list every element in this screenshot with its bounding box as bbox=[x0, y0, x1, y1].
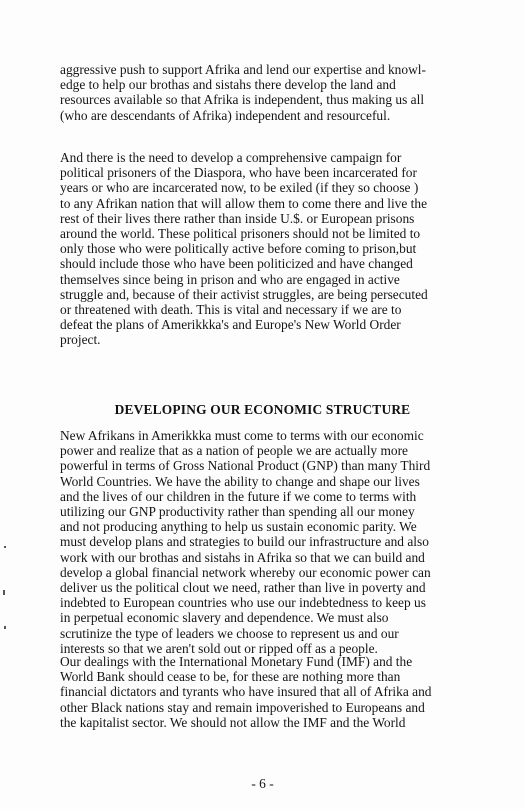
text-line: (who are descendants of Afrika) independent and resourceful. bbox=[60, 107, 391, 123]
text-line: deliver us the political clout we need, rather than live in poverty and bbox=[60, 580, 426, 596]
text-line: other Black nations stay and remain impoverished to Europeans and bbox=[60, 699, 425, 715]
text-line: years or who are incarcerated now, to be exiled (if they so choose ) bbox=[60, 180, 419, 196]
text-line: financial dictators and tyrants who have insured that all of Afrika and bbox=[60, 684, 432, 700]
text-line: resources available so that Afrika is independent, thus making us all bbox=[60, 92, 425, 108]
text-line: aggressive push to support Afrika and lend our expertise and knowl- bbox=[60, 62, 426, 77]
text-line: powerful in terms of Gross National Product (GNP) than many Third bbox=[60, 458, 431, 474]
paragraph-political-prisoners bbox=[60, 150, 465, 348]
text-line: defeat the plans of Amerikkka's and Europe's New World Order bbox=[60, 317, 401, 333]
paragraph-imf-world-bank bbox=[60, 654, 465, 730]
scan-mark bbox=[4, 546, 6, 548]
text-line: must develop plans and strategies to build our infrastructure and also bbox=[60, 534, 429, 550]
text-line: interests so that we aren't sold out or ripped off as a people. bbox=[60, 640, 378, 656]
text-line: power and realize that as a nation of people we are actually more bbox=[60, 443, 408, 459]
text-line: New Afrikans in Amerikkka must come to terms with our economic bbox=[60, 428, 424, 443]
text-line: themselves since being in prison and who are engaged in active bbox=[60, 271, 400, 287]
text-line: project. bbox=[60, 332, 101, 348]
text-line: World Countries. We have the ability to change and shape our lives bbox=[60, 473, 420, 489]
text-line: in perpetual economic slavery and dependence. We must also bbox=[60, 610, 389, 626]
section-heading: DEVELOPING OUR ECONOMIC STRUCTURE bbox=[114, 402, 411, 417]
text-line: political prisoners of the Diaspora, who have been incarcerated for bbox=[60, 165, 417, 181]
text-line: indebted to European countries who use our indebtedness to keep us bbox=[60, 595, 426, 611]
text-line: only those who were politically active before coming to prison,but bbox=[60, 241, 417, 257]
text-line: And there is the need to develop a comprehensive campaign for bbox=[60, 150, 402, 165]
text-line: rest of their lives there rather than inside U.$. or European prisons bbox=[60, 210, 415, 226]
text-line: should include those who have been politicized and have changed bbox=[60, 256, 413, 272]
text-line: World Bank should cease to be, for these are nothing more than bbox=[60, 669, 401, 685]
page-number: - 6 - bbox=[251, 776, 274, 791]
paragraph-africa-support bbox=[60, 62, 465, 123]
text-line: struggle and, because of their activist struggles, are being persecuted bbox=[60, 286, 428, 302]
text-line: and the lives of our children in the future if we come to terms with bbox=[60, 488, 417, 504]
text-line: utilizing our GNP productivity rather than spending all our money bbox=[60, 504, 415, 520]
text-line: or threatened with death. This is vital and necessary if we are to bbox=[60, 302, 402, 318]
text-line: develop a global financial network whereby our economic power can bbox=[60, 564, 431, 580]
text-line: scrutinize the type of leaders we choose to represent us and our bbox=[60, 625, 399, 641]
text-line: edge to help our brothas and sistahs there develop the land and bbox=[60, 77, 396, 93]
text-line: Our dealings with the International Monetary Fund (IMF) and the bbox=[60, 654, 413, 669]
scan-mark bbox=[4, 626, 6, 629]
paragraph-economic-power bbox=[60, 428, 465, 656]
text-line: and not producing anything to help us sustain economic parity. We bbox=[60, 519, 417, 535]
text-line: around the world. These political prisoners should not be limited to bbox=[60, 226, 421, 242]
scan-mark bbox=[3, 590, 5, 595]
text-line: to any Afrikan nation that will allow them to come there and live the bbox=[60, 195, 428, 211]
text-line: the kapitalist sector. We should not allow the IMF and the World bbox=[60, 714, 406, 730]
text-line: work with our brothas and sistahs in Afrika so that we can build and bbox=[60, 549, 425, 565]
